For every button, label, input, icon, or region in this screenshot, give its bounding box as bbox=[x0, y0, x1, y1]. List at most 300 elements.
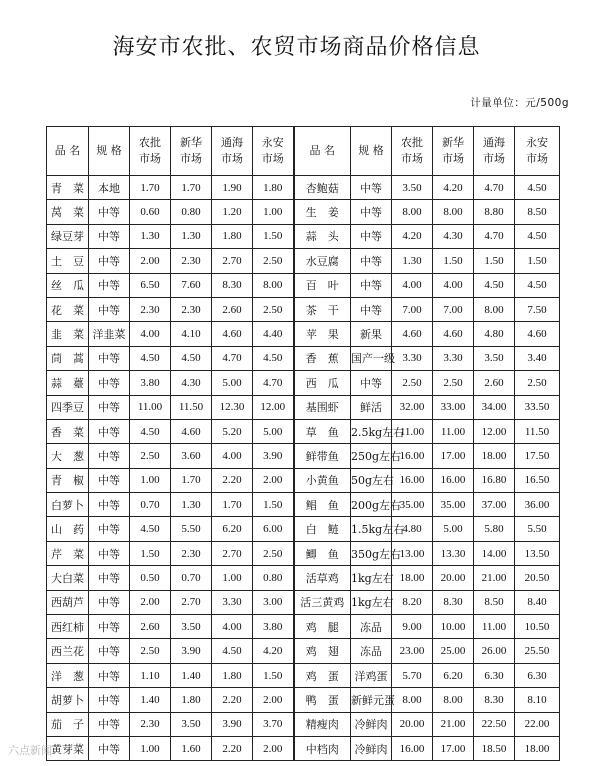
column-header-line1: 通海 bbox=[221, 136, 243, 149]
column-header bbox=[474, 127, 515, 176]
price-cell: 3.90 bbox=[171, 639, 212, 663]
price-cell: 4.50 bbox=[212, 639, 253, 663]
price-cell: 8.80 bbox=[474, 200, 515, 224]
price-cell: 17.00 bbox=[433, 736, 474, 760]
price-cell: 1.00 bbox=[212, 566, 253, 590]
price-cell: 2.70 bbox=[212, 541, 253, 565]
price-cell: 2.50 bbox=[130, 639, 171, 663]
price-cell: 2.30 bbox=[171, 249, 212, 273]
price-cell: 21.00 bbox=[474, 566, 515, 590]
product-name-cell: 土 豆 bbox=[47, 249, 89, 273]
product-name-cell: 杏鲍菇 bbox=[294, 176, 351, 200]
price-cell: 7.00 bbox=[392, 297, 433, 321]
price-cell: 2.30 bbox=[171, 541, 212, 565]
column-header-line1: 农批 bbox=[139, 136, 161, 149]
price-cell: 8.40 bbox=[515, 590, 560, 614]
price-cell: 9.00 bbox=[392, 615, 433, 639]
price-cell: 0.70 bbox=[130, 493, 171, 517]
price-cell: 35.00 bbox=[392, 493, 433, 517]
product-name-cell: 青 椒 bbox=[47, 468, 89, 492]
price-cell: 11.50 bbox=[171, 395, 212, 419]
spec-cell: 鲜活 bbox=[351, 395, 392, 419]
table-row bbox=[47, 712, 560, 736]
price-cell: 3.80 bbox=[253, 615, 294, 639]
price-cell: 1.50 bbox=[253, 493, 294, 517]
product-name-cell: 韭 菜 bbox=[47, 322, 89, 346]
price-cell: 4.60 bbox=[212, 322, 253, 346]
price-cell: 18.00 bbox=[515, 736, 560, 760]
product-name-cell: 青 菜 bbox=[47, 176, 89, 200]
product-name-cell: 白 鲢 bbox=[294, 517, 351, 541]
price-cell: 10.00 bbox=[433, 615, 474, 639]
price-cell: 3.30 bbox=[392, 346, 433, 370]
price-cell: 4.50 bbox=[515, 273, 560, 297]
price-cell: 2.20 bbox=[212, 688, 253, 712]
column-header-line2: 市场 bbox=[401, 152, 423, 165]
spec-cell: 中等 bbox=[89, 346, 130, 370]
product-name-cell: 花 菜 bbox=[47, 297, 89, 321]
column-header-line1: 通海 bbox=[483, 136, 505, 149]
product-name-cell: 鲳 鱼 bbox=[294, 493, 351, 517]
price-cell: 2.30 bbox=[130, 297, 171, 321]
spec-cell: 中等 bbox=[89, 395, 130, 419]
product-name-cell: 苹 果 bbox=[294, 322, 351, 346]
price-cell: 33.50 bbox=[515, 395, 560, 419]
price-cell: 5.00 bbox=[212, 371, 253, 395]
price-cell: 36.00 bbox=[515, 493, 560, 517]
price-cell: 1.20 bbox=[212, 200, 253, 224]
column-header-line1: 永安 bbox=[526, 136, 548, 149]
price-cell: 1.30 bbox=[171, 493, 212, 517]
table-row bbox=[47, 224, 560, 248]
table-row bbox=[47, 176, 560, 200]
price-cell: 3.00 bbox=[253, 590, 294, 614]
price-cell: 8.10 bbox=[515, 688, 560, 712]
price-cell: 1.80 bbox=[212, 663, 253, 687]
price-cell: 13.50 bbox=[515, 541, 560, 565]
price-cell: 6.50 bbox=[130, 273, 171, 297]
price-cell: 2.50 bbox=[433, 371, 474, 395]
price-cell: 1.80 bbox=[253, 176, 294, 200]
price-cell: 7.00 bbox=[433, 297, 474, 321]
spec-cell: 中等 bbox=[351, 273, 392, 297]
spec-cell: 中等 bbox=[351, 249, 392, 273]
price-cell: 4.30 bbox=[171, 371, 212, 395]
price-cell: 2.30 bbox=[171, 297, 212, 321]
table-row bbox=[47, 615, 560, 639]
table-row bbox=[47, 590, 560, 614]
product-name-cell: 小黄鱼 bbox=[294, 468, 351, 492]
price-cell: 4.60 bbox=[515, 322, 560, 346]
price-cell: 4.60 bbox=[433, 322, 474, 346]
table-row bbox=[47, 468, 560, 492]
price-cell: 2.50 bbox=[253, 297, 294, 321]
product-name-cell: 香 蕉 bbox=[294, 346, 351, 370]
price-cell: 5.00 bbox=[433, 517, 474, 541]
spec-cell: 中等 bbox=[351, 176, 392, 200]
price-cell: 4.80 bbox=[474, 322, 515, 346]
price-cell: 0.80 bbox=[171, 200, 212, 224]
column-header bbox=[47, 127, 89, 176]
product-name-cell: 山 药 bbox=[47, 517, 89, 541]
price-cell: 4.00 bbox=[212, 615, 253, 639]
price-cell: 1.50 bbox=[130, 541, 171, 565]
price-cell: 4.60 bbox=[171, 419, 212, 443]
spec-cell: 中等 bbox=[89, 371, 130, 395]
price-cell: 1.50 bbox=[253, 224, 294, 248]
price-cell: 4.00 bbox=[433, 273, 474, 297]
column-header-line1: 农批 bbox=[401, 136, 423, 149]
column-header-line1: 新华 bbox=[180, 136, 202, 149]
price-cell: 22.00 bbox=[515, 712, 560, 736]
price-cell: 1.30 bbox=[130, 224, 171, 248]
price-cell: 1.10 bbox=[130, 663, 171, 687]
price-cell: 6.20 bbox=[433, 663, 474, 687]
product-name-cell: 白萝卜 bbox=[47, 493, 89, 517]
price-cell: 2.00 bbox=[130, 590, 171, 614]
product-name-cell: 生 姜 bbox=[294, 200, 351, 224]
price-cell: 1.70 bbox=[171, 176, 212, 200]
price-cell: 3.90 bbox=[253, 444, 294, 468]
price-cell: 1.30 bbox=[392, 249, 433, 273]
column-header bbox=[171, 127, 212, 176]
product-name-cell: 鲜带鱼 bbox=[294, 444, 351, 468]
price-cell: 2.20 bbox=[212, 468, 253, 492]
price-cell: 37.00 bbox=[474, 493, 515, 517]
price-cell: 8.30 bbox=[474, 688, 515, 712]
price-cell: 1.50 bbox=[515, 249, 560, 273]
price-cell: 2.30 bbox=[130, 712, 171, 736]
price-cell: 8.30 bbox=[212, 273, 253, 297]
price-cell: 1.70 bbox=[130, 176, 171, 200]
product-name-cell: 茶 干 bbox=[294, 297, 351, 321]
price-cell: 35.00 bbox=[433, 493, 474, 517]
price-cell: 2.50 bbox=[515, 371, 560, 395]
price-cell: 17.50 bbox=[515, 444, 560, 468]
column-header-line1: 品 名 bbox=[309, 144, 335, 157]
spec-cell: 中等 bbox=[89, 444, 130, 468]
price-cell: 20.50 bbox=[515, 566, 560, 590]
column-header bbox=[130, 127, 171, 176]
price-cell: 2.70 bbox=[171, 590, 212, 614]
spec-cell: 250g左右 bbox=[351, 444, 392, 468]
price-cell: 1.40 bbox=[171, 663, 212, 687]
table-row bbox=[47, 273, 560, 297]
spec-cell: 洋韭菜 bbox=[89, 322, 130, 346]
column-header bbox=[433, 127, 474, 176]
price-cell: 1.00 bbox=[130, 468, 171, 492]
price-cell: 0.70 bbox=[171, 566, 212, 590]
table-row bbox=[47, 663, 560, 687]
product-name-cell: 水豆腐 bbox=[294, 249, 351, 273]
price-cell: 4.30 bbox=[433, 224, 474, 248]
column-header-line1: 规 格 bbox=[358, 144, 384, 157]
price-cell: 7.60 bbox=[171, 273, 212, 297]
product-name-cell: 西兰花 bbox=[47, 639, 89, 663]
spec-cell: 冻品 bbox=[351, 639, 392, 663]
price-cell: 2.60 bbox=[130, 615, 171, 639]
column-header bbox=[515, 127, 560, 176]
column-header-line1: 规 格 bbox=[96, 144, 122, 157]
price-cell: 3.50 bbox=[171, 712, 212, 736]
product-name-cell: 绿豆芽 bbox=[47, 224, 89, 248]
price-cell: 17.00 bbox=[433, 444, 474, 468]
price-cell: 5.50 bbox=[171, 517, 212, 541]
spec-cell: 中等 bbox=[89, 517, 130, 541]
price-cell: 8.00 bbox=[433, 688, 474, 712]
spec-cell: 中等 bbox=[89, 297, 130, 321]
spec-cell: 中等 bbox=[89, 615, 130, 639]
spec-cell: 国产一级 bbox=[351, 346, 392, 370]
product-name-cell: 鸡 腿 bbox=[294, 615, 351, 639]
table-row bbox=[47, 322, 560, 346]
table-row bbox=[47, 541, 560, 565]
price-cell: 3.90 bbox=[212, 712, 253, 736]
price-cell: 4.50 bbox=[130, 419, 171, 443]
price-cell: 12.00 bbox=[253, 395, 294, 419]
price-cell: 11.00 bbox=[433, 419, 474, 443]
price-cell: 20.00 bbox=[433, 566, 474, 590]
price-cell: 20.00 bbox=[392, 712, 433, 736]
table-row bbox=[47, 371, 560, 395]
column-header bbox=[89, 127, 130, 176]
spec-cell: 中等 bbox=[89, 541, 130, 565]
price-cell: 18.00 bbox=[474, 444, 515, 468]
product-name-cell: 活草鸡 bbox=[294, 566, 351, 590]
price-cell: 13.30 bbox=[433, 541, 474, 565]
product-name-cell: 大 葱 bbox=[47, 444, 89, 468]
price-cell: 12.30 bbox=[212, 395, 253, 419]
spec-cell: 中等 bbox=[351, 297, 392, 321]
price-cell: 4.70 bbox=[474, 176, 515, 200]
price-cell: 33.00 bbox=[433, 395, 474, 419]
price-cell: 3.40 bbox=[515, 346, 560, 370]
price-cell: 0.80 bbox=[253, 566, 294, 590]
price-cell: 2.50 bbox=[392, 371, 433, 395]
price-cell: 2.00 bbox=[253, 468, 294, 492]
price-cell: 4.50 bbox=[515, 176, 560, 200]
unit-label: 计量单位：元/500g bbox=[470, 97, 569, 109]
price-cell: 11.00 bbox=[474, 615, 515, 639]
price-cell: 1.70 bbox=[171, 468, 212, 492]
product-name-cell: 芹 菜 bbox=[47, 541, 89, 565]
price-cell: 1.50 bbox=[433, 249, 474, 273]
table-row bbox=[47, 566, 560, 590]
spec-cell: 中等 bbox=[89, 200, 130, 224]
price-cell: 21.00 bbox=[433, 712, 474, 736]
price-cell: 4.50 bbox=[474, 273, 515, 297]
price-cell: 12.00 bbox=[474, 419, 515, 443]
spec-cell: 中等 bbox=[89, 493, 130, 517]
product-name-cell: 蒜 头 bbox=[294, 224, 351, 248]
price-cell: 5.00 bbox=[253, 419, 294, 443]
spec-cell: 本地 bbox=[89, 176, 130, 200]
spec-cell: 1.5kg左右 bbox=[351, 517, 392, 541]
spec-cell: 中等 bbox=[351, 371, 392, 395]
price-cell: 1.00 bbox=[253, 200, 294, 224]
spec-cell: 中等 bbox=[351, 224, 392, 248]
table-row bbox=[47, 200, 560, 224]
price-cell: 6.30 bbox=[474, 663, 515, 687]
product-name-cell: 茼 蒿 bbox=[47, 346, 89, 370]
price-cell: 7.50 bbox=[515, 297, 560, 321]
price-cell: 2.70 bbox=[212, 249, 253, 273]
table-header-row bbox=[47, 127, 560, 176]
column-header bbox=[351, 127, 392, 176]
table-row bbox=[47, 444, 560, 468]
price-cell: 8.00 bbox=[253, 273, 294, 297]
price-cell: 4.00 bbox=[212, 444, 253, 468]
price-cell: 6.30 bbox=[515, 663, 560, 687]
product-name-cell: 茄 子 bbox=[47, 712, 89, 736]
product-name-cell: 鸡 翅 bbox=[294, 639, 351, 663]
price-cell: 4.20 bbox=[433, 176, 474, 200]
product-name-cell: 鸭 蛋 bbox=[294, 688, 351, 712]
product-name-cell: 西 瓜 bbox=[294, 371, 351, 395]
price-cell: 26.00 bbox=[474, 639, 515, 663]
price-cell: 1.80 bbox=[171, 688, 212, 712]
column-header-line1: 品 名 bbox=[54, 144, 81, 157]
price-cell: 2.50 bbox=[130, 444, 171, 468]
price-cell: 8.20 bbox=[392, 590, 433, 614]
price-cell: 2.60 bbox=[474, 371, 515, 395]
price-cell: 8.50 bbox=[474, 590, 515, 614]
price-cell: 4.50 bbox=[130, 517, 171, 541]
price-cell: 4.40 bbox=[253, 322, 294, 346]
price-table bbox=[46, 126, 560, 761]
price-cell: 32.00 bbox=[392, 395, 433, 419]
column-header-line1: 新华 bbox=[442, 136, 464, 149]
price-cell: 3.30 bbox=[433, 346, 474, 370]
price-cell: 25.50 bbox=[515, 639, 560, 663]
price-cell: 0.60 bbox=[130, 200, 171, 224]
price-cell: 8.00 bbox=[392, 688, 433, 712]
price-cell: 34.00 bbox=[474, 395, 515, 419]
product-name-cell: 丝 瓜 bbox=[47, 273, 89, 297]
price-cell: 13.00 bbox=[392, 541, 433, 565]
spec-cell: 冷鲜肉 bbox=[351, 712, 392, 736]
price-cell: 18.00 bbox=[392, 566, 433, 590]
price-cell: 11.00 bbox=[130, 395, 171, 419]
column-header bbox=[294, 127, 351, 176]
product-name-cell: 西红柿 bbox=[47, 615, 89, 639]
table-row bbox=[47, 736, 560, 760]
spec-cell: 中等 bbox=[89, 590, 130, 614]
table-row bbox=[47, 249, 560, 273]
table-row bbox=[47, 297, 560, 321]
table-row bbox=[47, 493, 560, 517]
price-cell: 3.50 bbox=[474, 346, 515, 370]
price-cell: 16.00 bbox=[392, 444, 433, 468]
product-name-cell: 洋 葱 bbox=[47, 663, 89, 687]
watermark-text: 六点新闻 bbox=[8, 744, 52, 757]
price-cell: 5.20 bbox=[212, 419, 253, 443]
price-cell: 4.60 bbox=[392, 322, 433, 346]
product-name-cell: 鸡 蛋 bbox=[294, 663, 351, 687]
spec-cell: 中等 bbox=[89, 468, 130, 492]
price-cell: 2.00 bbox=[253, 688, 294, 712]
price-cell: 1.50 bbox=[474, 249, 515, 273]
price-cell: 2.00 bbox=[130, 249, 171, 273]
price-cell: 1.60 bbox=[171, 736, 212, 760]
price-cell: 16.00 bbox=[433, 468, 474, 492]
spec-cell: 1kg左右 bbox=[351, 566, 392, 590]
price-cell: 4.70 bbox=[253, 371, 294, 395]
price-cell: 5.70 bbox=[392, 663, 433, 687]
product-name-cell: 莴 菜 bbox=[47, 200, 89, 224]
spec-cell: 中等 bbox=[89, 663, 130, 687]
price-cell: 23.00 bbox=[392, 639, 433, 663]
price-cell: 1.90 bbox=[212, 176, 253, 200]
price-cell: 4.80 bbox=[392, 517, 433, 541]
spec-cell: 中等 bbox=[89, 736, 130, 760]
price-cell: 3.70 bbox=[253, 712, 294, 736]
column-header-line2: 市场 bbox=[442, 152, 464, 165]
price-cell: 2.00 bbox=[253, 736, 294, 760]
price-cell: 2.20 bbox=[212, 736, 253, 760]
column-header-line2: 市场 bbox=[139, 152, 161, 165]
price-cell: 11.50 bbox=[515, 419, 560, 443]
spec-cell: 中等 bbox=[89, 419, 130, 443]
price-cell: 4.50 bbox=[130, 346, 171, 370]
price-cell: 4.50 bbox=[253, 346, 294, 370]
spec-cell: 新果 bbox=[351, 322, 392, 346]
price-cell: 4.00 bbox=[130, 322, 171, 346]
spec-cell: 1kg左右 bbox=[351, 590, 392, 614]
spec-cell: 2.5kg左右 bbox=[351, 419, 392, 443]
price-cell: 4.10 bbox=[171, 322, 212, 346]
price-cell: 4.20 bbox=[392, 224, 433, 248]
price-cell: 1.70 bbox=[212, 493, 253, 517]
price-cell: 2.60 bbox=[212, 297, 253, 321]
product-name-cell: 四季豆 bbox=[47, 395, 89, 419]
price-cell: 1.00 bbox=[130, 736, 171, 760]
price-cell: 3.30 bbox=[212, 590, 253, 614]
spec-cell: 冷鲜肉 bbox=[351, 736, 392, 760]
spec-cell: 中等 bbox=[89, 224, 130, 248]
price-cell: 22.50 bbox=[474, 712, 515, 736]
price-cell: 1.80 bbox=[212, 224, 253, 248]
price-cell: 16.80 bbox=[474, 468, 515, 492]
column-header-line1: 永安 bbox=[261, 136, 284, 149]
product-name-cell: 黄芽菜 bbox=[47, 736, 89, 760]
spec-cell: 200g左右 bbox=[351, 493, 392, 517]
column-header-line2: 市场 bbox=[221, 152, 243, 165]
page-title: 海安市农批、农贸市场商品价格信息 bbox=[112, 35, 481, 60]
product-name-cell: 草 鱼 bbox=[294, 419, 351, 443]
spec-cell: 中等 bbox=[89, 273, 130, 297]
price-cell: 4.70 bbox=[212, 346, 253, 370]
price-cell: 1.30 bbox=[171, 224, 212, 248]
column-header bbox=[212, 127, 253, 176]
price-cell: 2.50 bbox=[253, 249, 294, 273]
price-cell: 8.30 bbox=[433, 590, 474, 614]
column-header-line2: 市场 bbox=[261, 152, 284, 165]
spec-cell: 50g左右 bbox=[351, 468, 392, 492]
price-cell: 3.60 bbox=[171, 444, 212, 468]
product-name-cell: 基围虾 bbox=[294, 395, 351, 419]
price-cell: 4.20 bbox=[253, 639, 294, 663]
spec-cell: 350g左右 bbox=[351, 541, 392, 565]
product-name-cell: 香 菜 bbox=[47, 419, 89, 443]
price-cell: 8.00 bbox=[392, 200, 433, 224]
product-name-cell: 活三黄鸡 bbox=[294, 590, 351, 614]
product-name-cell: 鲫 鱼 bbox=[294, 541, 351, 565]
table-row bbox=[47, 346, 560, 370]
price-cell: 0.50 bbox=[130, 566, 171, 590]
price-cell: 6.20 bbox=[212, 517, 253, 541]
product-name-cell: 百 叶 bbox=[294, 273, 351, 297]
